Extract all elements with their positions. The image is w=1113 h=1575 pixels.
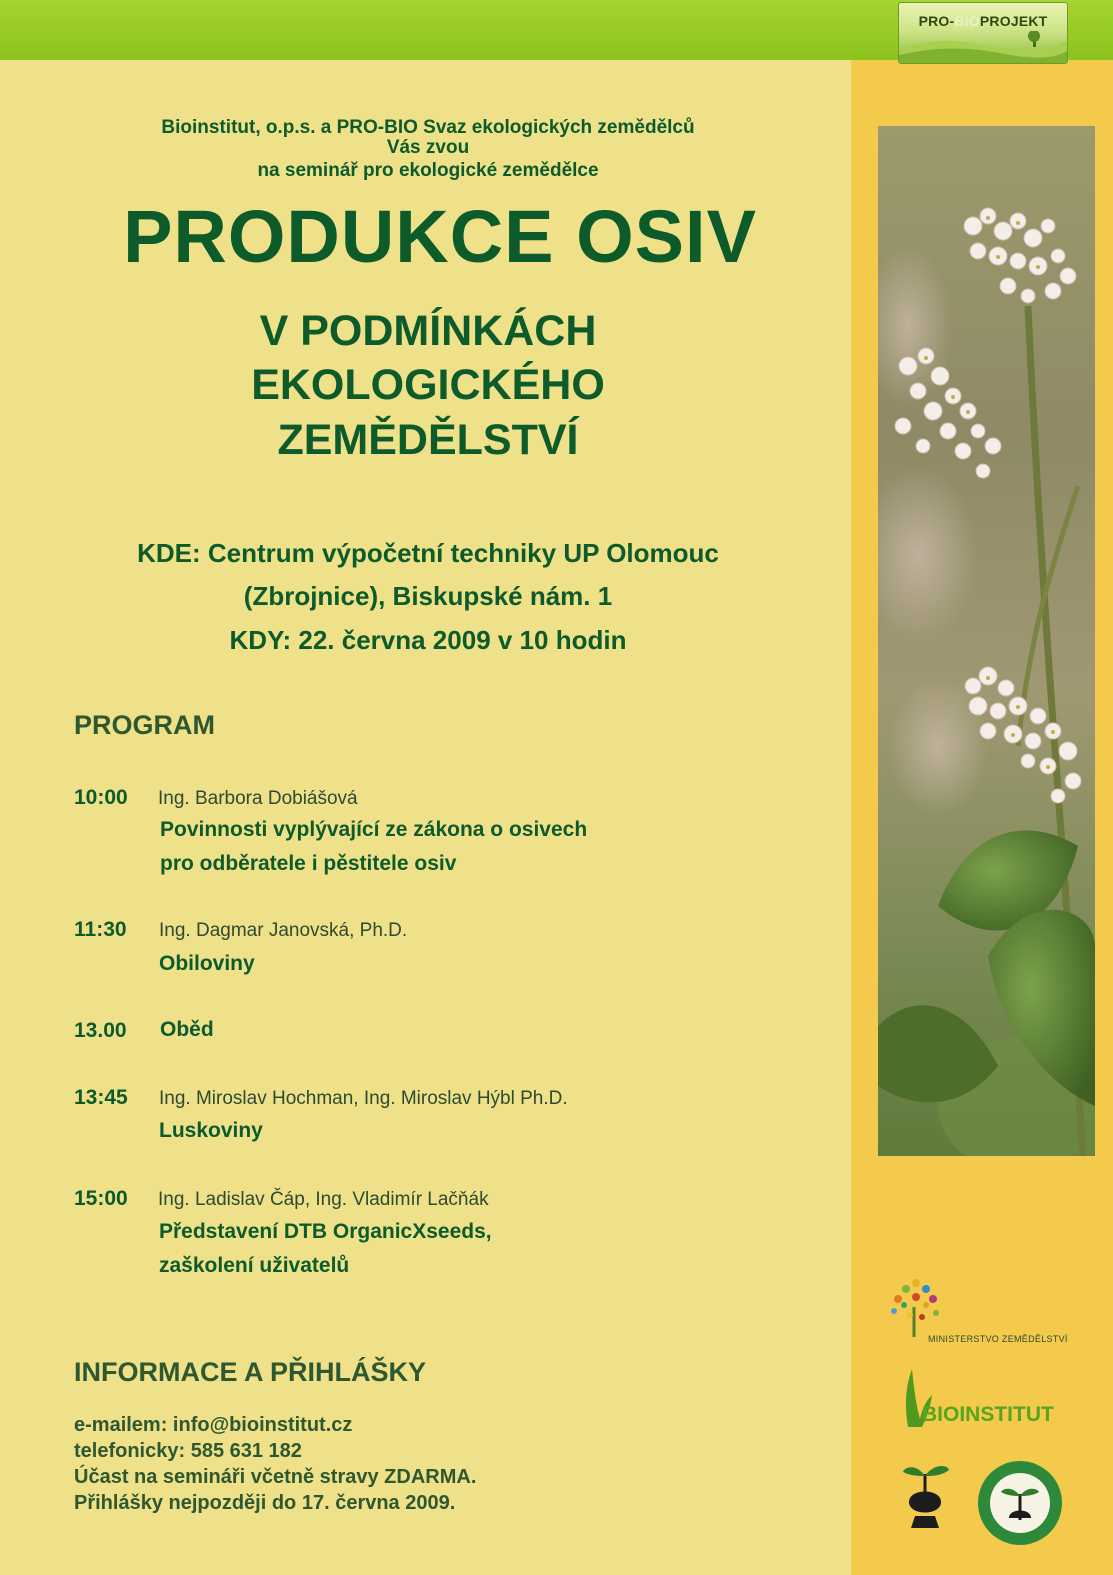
venue-line: KDE: Centrum výpočetní techniky UP Olomouc <box>137 538 719 568</box>
main-title: PRODUKCE OSIV <box>123 195 757 278</box>
probio-projekt-logo <box>898 2 1068 64</box>
subtitle-line-2: EKOLOGICKÉHO <box>251 361 605 409</box>
subtitle-line-3: ZEMĚDĚLSTVÍ <box>277 416 579 464</box>
program-talk-title: Oběd <box>160 1018 214 1041</box>
program-time: 10:00 <box>74 786 128 809</box>
seminar-line: na seminář pro ekologické zemědělce <box>257 160 599 181</box>
participation-note: Účast na semináři včetně stravy ZDARMA. <box>74 1466 477 1488</box>
program-heading: PROGRAM <box>74 710 215 740</box>
tree-icon <box>886 1275 946 1341</box>
program-time: 15:00 <box>74 1187 128 1210</box>
program-talk-title: Luskoviny <box>159 1119 263 1142</box>
contact-email: e-mailem: info@bioinstitut.cz <box>74 1414 353 1436</box>
subtitle-line-1: V PODMÍNKÁCH <box>259 307 597 355</box>
buckwheat-photo <box>878 126 1095 1156</box>
program-time: 13:45 <box>74 1086 128 1109</box>
program-talk-title: Povinnosti vyplývající ze zákona o osivech <box>160 818 588 841</box>
invite-line: Vás zvou <box>386 137 470 158</box>
program-talk-title-cont: zaškolení uživatelů <box>159 1254 350 1277</box>
sprout-icon <box>895 1458 955 1530</box>
program-speaker: Ing. Ladislav Čáp, Ing. Vladimír Lačňák <box>158 1189 489 1210</box>
program-time: 13.00 <box>74 1019 127 1042</box>
event-date: KDY: 22. června 2009 v 10 hodin <box>229 625 627 655</box>
probio-projekt-logo-text: PRO-BIOPROJEKT <box>918 13 1048 29</box>
program-speaker: Ing. Barbora Dobiášová <box>158 788 358 809</box>
probio-logo <box>895 1458 955 1530</box>
program-talk-title: Obiloviny <box>159 952 255 975</box>
moravska-brana-logo <box>975 1458 1065 1548</box>
venue-address: (Zbrojnice), Biskupské nám. 1 <box>243 581 613 611</box>
contact-phone: telefonicky: 585 631 182 <box>74 1440 302 1462</box>
landscape-icon <box>899 31 1067 63</box>
bioinstitut-logo <box>898 1365 1083 1433</box>
program-talk-title-cont: pro odběratele i pěstitele osiv <box>160 852 457 875</box>
organizers-line: Bioinstitut, o.p.s. a PRO-BIO Svaz ekologických zemědělců <box>161 117 695 138</box>
program-time: 11:30 <box>74 918 127 941</box>
ministerstvo-label: MINISTERSTVO ZEMĚDĚLSTVÍ <box>928 1334 1068 1344</box>
program-speaker: Ing. Miroslav Hochman, Ing. Miroslav Hýbl Ph.D. <box>159 1088 568 1109</box>
program-talk-title: Představení DTB OrganicXseeds, <box>159 1220 492 1243</box>
bioinstitut-label: BIOINSTITUT <box>922 1403 1054 1426</box>
registration-deadline: Přihlášky nejpozději do 17. června 2009. <box>74 1492 456 1514</box>
program-speaker: Ing. Dagmar Janovská, Ph.D. <box>159 920 408 941</box>
info-heading: INFORMACE A PŘIHLÁŠKY <box>74 1357 427 1387</box>
moravska-brana-emblem-icon <box>975 1458 1065 1548</box>
ministerstvo-zemedelstvi-logo <box>886 1275 1086 1347</box>
